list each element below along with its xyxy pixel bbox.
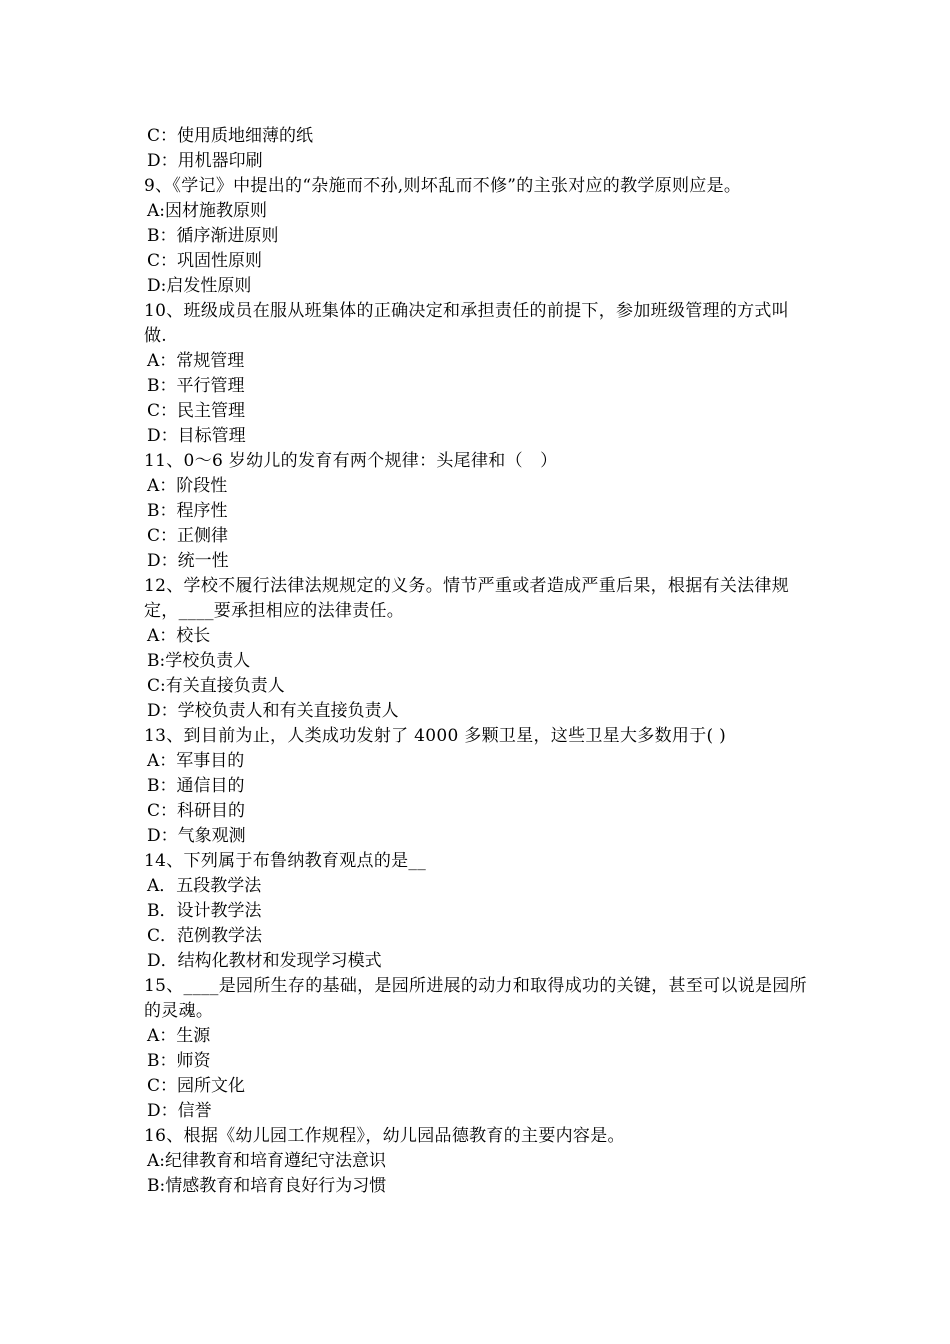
option-line: C：正侧律 (147, 526, 229, 546)
option-line: A：校长 (147, 626, 211, 646)
option-line: D．结构化教材和发现学习模式 (147, 951, 382, 971)
option-line: A．五段教学法 (147, 876, 262, 896)
question-text: 13、到目前为止，人类成功发射了 4000 多颗卫星，这些卫星大多数用于( ) (144, 726, 727, 746)
option-line: C：使用质地细薄的纸 (147, 126, 314, 146)
option-line: B．设计教学法 (147, 901, 262, 921)
option-line: A：生源 (147, 1026, 211, 1046)
option-line: A：常规管理 (147, 351, 245, 371)
option-line: B：通信目的 (147, 776, 245, 796)
question-text: 10、班级成员在服从班集体的正确决定和承担责任的前提下，参加班级管理的方式叫做. (144, 301, 790, 346)
question-text: 15、____是园所生存的基础，是园所进展的动力和取得成功的关键，甚至可以说是园所的灵魂。 (144, 976, 807, 1021)
option-line: D：信誉 (147, 1101, 212, 1121)
document-page (144, 124, 810, 1199)
option-line: C：巩固性原则 (147, 251, 263, 271)
option-line: B：程序性 (147, 501, 228, 521)
option-line: C：园所文化 (147, 1076, 246, 1096)
option-line: C：科研目的 (147, 801, 246, 821)
option-line: D:启发性原则 (147, 276, 252, 296)
option-line: C．范例教学法 (147, 926, 263, 946)
option-line: C:有关直接负责人 (147, 676, 285, 696)
option-line: B:情感教育和培育良好行为习惯 (147, 1176, 387, 1196)
question-text: 12、学校不履行法律法规规定的义务。情节严重或者造成严重后果，根据有关法律规定，____要承担相应的法律责任。 (144, 576, 790, 621)
option-line: B:学校负责人 (147, 651, 251, 671)
option-line: C：民主管理 (147, 401, 246, 421)
question-text: 9、《学记》中提出的“杂施而不孙,则坏乱而不修”的主张对应的教学原则应是。 (144, 176, 742, 196)
option-line: D：目标管理 (147, 426, 246, 446)
option-line: D：气象观测 (147, 826, 246, 846)
question-text: 14、下列属于布鲁纳教育观点的是__ (144, 851, 427, 871)
option-line: D：学校负责人和有关直接负责人 (147, 701, 399, 721)
option-line: B：师资 (147, 1051, 211, 1071)
option-line: B：平行管理 (147, 376, 245, 396)
option-line: A:因材施教原则 (147, 201, 268, 221)
question-text: 11、0～6 岁幼儿的发育有两个规律：头尾律和（ ） (144, 451, 558, 471)
question-text: 16、根据《幼儿园工作规程》，幼儿园品德教育的主要内容是。 (144, 1126, 625, 1146)
option-line: B：循序渐进原则 (147, 226, 279, 246)
option-line: A：军事目的 (147, 751, 245, 771)
option-line: D：统一性 (147, 551, 229, 571)
option-line: A：阶段性 (147, 476, 228, 496)
option-line: A:纪律教育和培育遵纪守法意识 (147, 1151, 387, 1171)
option-line: D：用机器印刷 (147, 151, 263, 171)
